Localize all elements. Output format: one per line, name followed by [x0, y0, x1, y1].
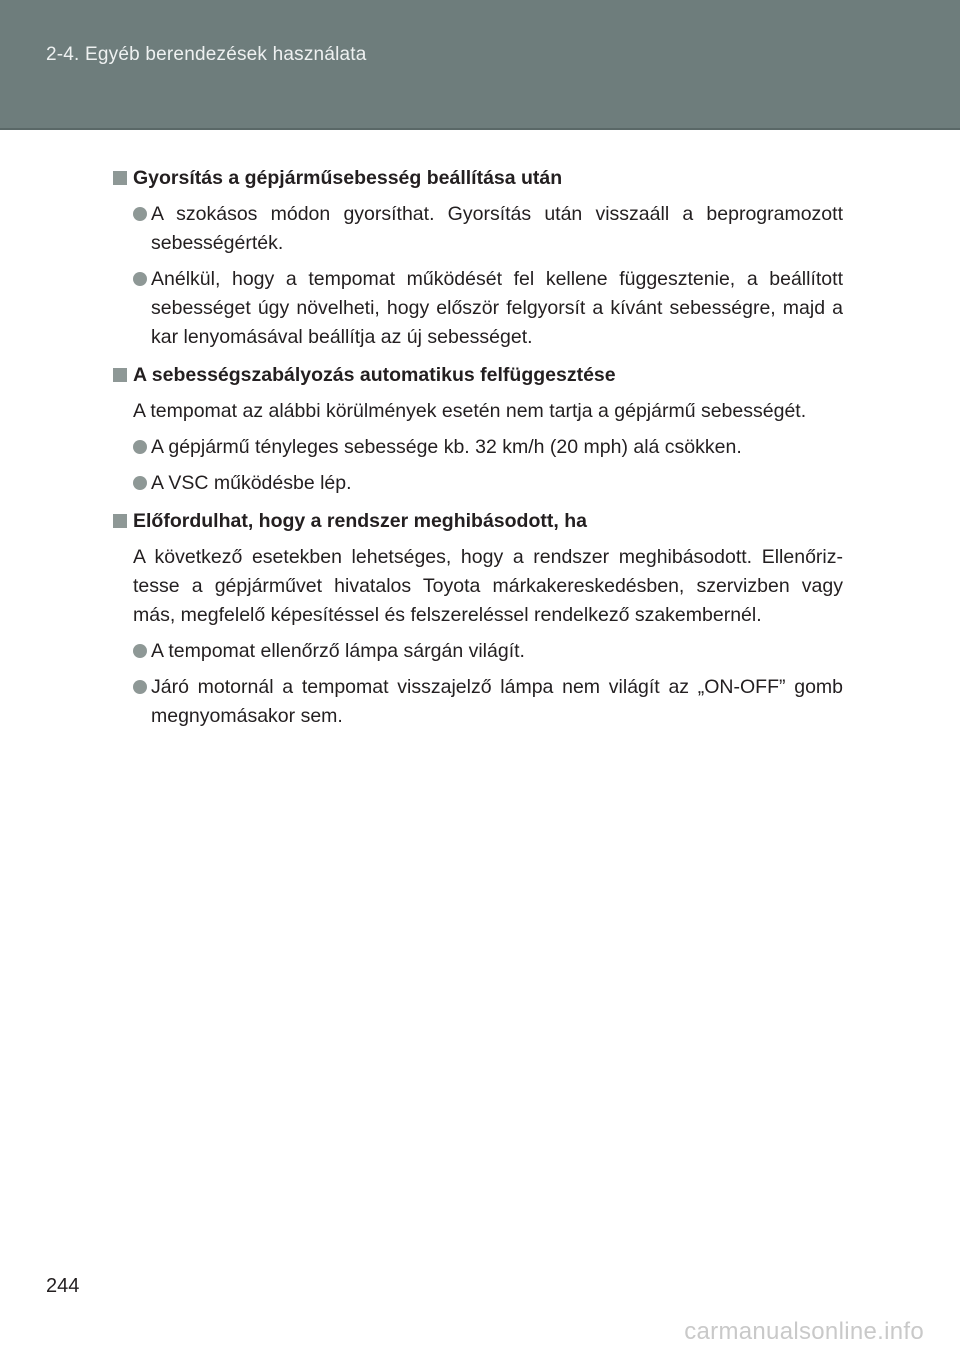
- section-heading: [113, 507, 843, 535]
- list-item-text: Járó motornál a tempomat visszajelző lámpa nem világít az „ON-OFF” gomb megnyomásakor sem.: [151, 676, 843, 727]
- section-intro: A tempomat az alábbi körülmények esetén nem tartja a gépjármű sebességét.: [133, 400, 807, 422]
- page-number: 244: [46, 1275, 80, 1297]
- square-bullet-icon: [113, 171, 127, 185]
- list-item: [113, 433, 843, 462]
- list-item-text: A tempomat ellenőrző lámpa sárgán világít.: [151, 640, 525, 662]
- list-item: [113, 673, 843, 731]
- watermark: carmanualsonline.info: [684, 1318, 924, 1345]
- section-heading: [113, 361, 843, 389]
- chapter-title: 2-4. Egyéb berendezések használata: [46, 44, 367, 65]
- section-heading-text: A sebességszabályozás automatikus felfüggesztése: [133, 364, 616, 386]
- section-heading-text: Előfordulhat, hogy a rendszer meghibásodott, ha: [133, 510, 587, 532]
- page-header: [0, 0, 960, 130]
- circle-bullet-icon: [133, 440, 147, 454]
- square-bullet-icon: [113, 514, 127, 528]
- circle-bullet-icon: [133, 207, 147, 221]
- circle-bullet-icon: [133, 644, 147, 658]
- list-item-text: A gépjármű tényleges sebessége kb. 32 km/h (20 mph) alá csökken.: [151, 436, 742, 458]
- list-item-text: Anélkül, hogy a tempomat működését fel kellene függesztenie, a beállított sebességet úgy növelheti, hogy először felgyorsít a kívánt sebességre, majd a kar lenyomásával beállítja az új sebességet.: [151, 268, 843, 348]
- list-item: [113, 200, 843, 258]
- section-intro: A következő esetekben lehetséges, hogy a rendszer meghibásodott. Ellenőriztesse a gépjárművet hivatalos Toyota márkakereskedésben, szervizben vagy más, megfelelő képesítéssel és felszereléssel rendelkező szakembernél.: [133, 546, 843, 626]
- list-item-text: A VSC működésbe lép.: [151, 472, 352, 494]
- section-heading: [113, 164, 843, 192]
- circle-bullet-icon: [133, 680, 147, 694]
- circle-bullet-icon: [133, 272, 147, 286]
- square-bullet-icon: [113, 368, 127, 382]
- list-item-text: A szokásos módon gyorsíthat. Gyorsítás után visszaáll a beprogramozott sebességérték.: [151, 203, 843, 254]
- list-item: [113, 265, 843, 352]
- page-content: [113, 164, 843, 738]
- section-heading-text: Gyorsítás a gépjárműsebesség beállítása után: [133, 167, 563, 189]
- list-item: [113, 469, 843, 498]
- list-item: [113, 637, 843, 666]
- circle-bullet-icon: [133, 476, 147, 490]
